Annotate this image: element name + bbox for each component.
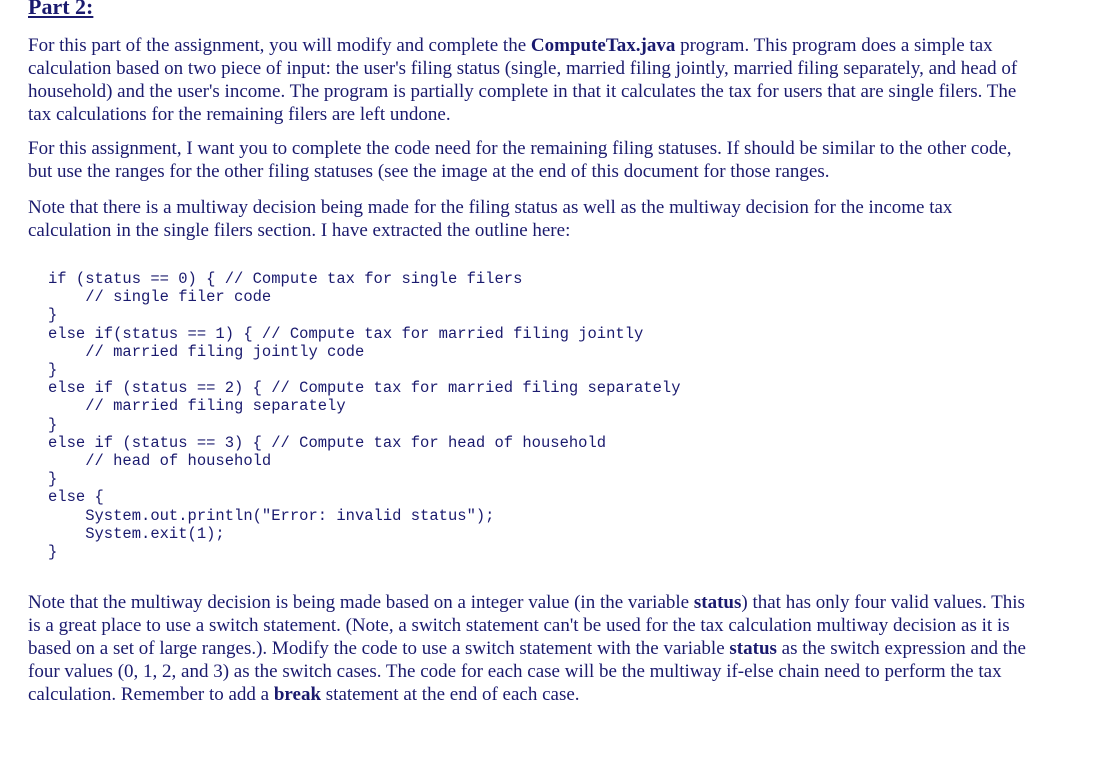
code-line: else if(status == 1) { // Compute tax for married filing jointly <box>48 324 644 343</box>
code-line: } <box>48 306 58 325</box>
switch-text-4: statement at the end of each case. <box>321 684 580 705</box>
filename-bold: ComputeTax.java <box>530 35 676 56</box>
code-line: // single filer code <box>48 288 272 307</box>
switch-text-3: as the switch expression and the four values (0, 1, 2, and 3) as the switch cases. The code for each case will be the multiway if-else chain need to perform the tax calculation. Remember to add a <box>28 638 1026 705</box>
status-bold-1: status <box>693 592 742 613</box>
code-line: System.exit(1); <box>48 524 225 543</box>
status-bold-2: status <box>729 638 777 659</box>
code-line: // head of household <box>48 452 272 471</box>
intro-paragraph <box>28 34 1028 126</box>
code-line: else if (status == 2) { // Compute tax for married filing separately <box>48 379 681 398</box>
section-heading: Part 2: <box>28 0 94 19</box>
code-line: // married filing separately <box>48 397 346 416</box>
code-line: } <box>48 415 58 434</box>
code-block <box>48 270 681 561</box>
code-line: System.out.println("Error: invalid status"); <box>48 506 495 525</box>
intro-text-1: For this part of the assignment, you will modify and complete the <box>28 35 531 56</box>
code-line: // married filing jointly code <box>48 342 365 361</box>
code-line: else { <box>48 488 104 507</box>
intro-text-2: program. This program does a simple tax calculation based on two piece of input: the user's filing status (single, married filing jointly, married filing separately, and head of household) and the user's income. The program is partially complete in that it calculates the tax for users that are single filers. The tax calculations for the remaining filers are left undone. <box>28 35 1018 125</box>
switch-paragraph <box>28 591 1028 706</box>
code-line: } <box>48 543 58 562</box>
code-line: else if (status == 3) { // Compute tax for head of household <box>48 433 607 452</box>
switch-text-1: Note that the multiway decision is being made based on a integer value (in the variable <box>28 592 694 613</box>
code-line: if (status == 0) { // Compute tax for single filers <box>48 270 523 288</box>
break-bold: break <box>273 684 322 705</box>
code-line: } <box>48 361 58 380</box>
switch-text-2: ) that has only four valid values. This is a great place to use a switch statement. (Note, a switch statement can't be used for the tax calculation multiway decision as it is based on a set of large ranges.). Modify the code to use a switch statement with the variable <box>28 592 1025 659</box>
outline-paragraph: Note that there is a multiway decision being made for the filing status as well as the multiway decision for the income tax calculation in the single filers section. I have extracted the outline here: <box>28 197 953 241</box>
instructions-paragraph: For this assignment, I want you to complete the code need for the remaining filing statuses. If should be similar to the other code, but use the ranges for the other filing statuses (see the image at the end of this document for those ranges. <box>28 138 1012 182</box>
code-line: } <box>48 470 58 489</box>
